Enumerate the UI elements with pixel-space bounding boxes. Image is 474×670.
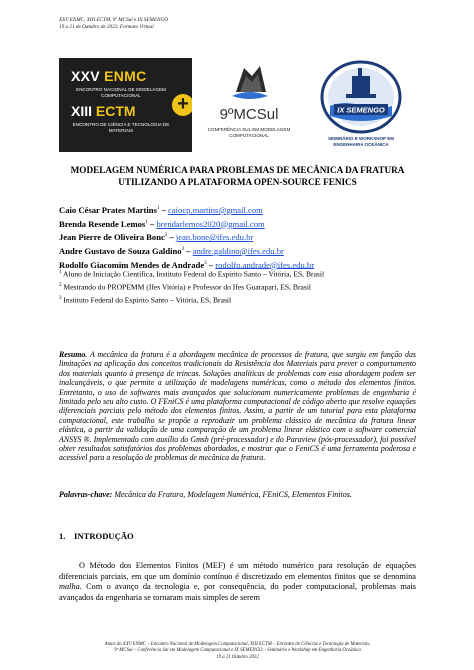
author-name: Andre Gustavo de Souza Galdino <box>59 245 182 256</box>
author-aff: 2 <box>164 233 168 239</box>
section-heading <box>59 531 134 541</box>
author-line <box>59 244 314 258</box>
separator: – <box>184 245 193 256</box>
affiliation-item <box>59 280 324 293</box>
affiliation-number: 3 <box>59 296 62 302</box>
separator: – <box>147 218 157 229</box>
enmc-subtitle: ENCONTRO NACIONAL DE MODELAGEM COMPUTACIONAL <box>76 87 166 98</box>
affiliation-text: Aluno de Iniciação Científica, Instituto Federal do Espírito Santo – Vitória, ES, Brasil <box>62 269 325 279</box>
enmc-title <box>71 68 147 84</box>
author-email-link[interactable]: caiocp.martins@gmail.com <box>168 204 263 215</box>
keywords-text: Mecânica da Fratura, Modelagem Numérica, FEniCS, Elementos Finitos. <box>114 490 352 499</box>
affiliation-number: 1 <box>59 270 62 275</box>
paper-title: MODELAGEM NUMÉRICA PARA PROBLEMAS DE MECÂNICA DA FRATURA UTILIZANDO A PLATAFORMA OPEN-SOURCE FENICS <box>70 165 405 187</box>
running-header <box>59 17 168 31</box>
author-name: Brenda Resende Lemos <box>59 218 146 229</box>
separator: – <box>206 259 216 270</box>
ectm-subtitle: ENCONTRO DE CIÊNCIA E TECNOLOGIA DE MATERIAIS <box>72 122 170 133</box>
enmc-roman: XXV <box>71 68 100 84</box>
intro-paragraph <box>59 561 416 603</box>
semengo-emblem-icon <box>320 60 402 134</box>
mcsul-subtitle: CONFERÊNCIA SUL EM MODELAGEM COMPUTACIONAL <box>207 127 291 138</box>
affiliation-text: Instituto Federal do Espírito Santo – Vitória, ES, Brasil <box>63 295 232 305</box>
header-line-1: XXV ENMC, XIII ECTM, 9º MCSul e IX SEMENGO <box>59 17 168 23</box>
enmc-ectm-logo <box>59 58 192 152</box>
ectm-roman: XIII <box>71 103 93 119</box>
author-aff: 1 <box>156 206 160 211</box>
section-title: INTRODUÇÃO <box>74 531 134 541</box>
author-email-link[interactable]: jean.bone@ifes.edu.br <box>175 232 254 243</box>
section-number: 1. <box>59 531 66 541</box>
ectm-title <box>71 103 136 119</box>
author-name: Jean Pierre de Oliveira Bonc <box>59 232 165 243</box>
author-email-link[interactable]: rodolfo.andrade@ifes.edu.br <box>215 259 315 270</box>
mcsul-name: 9ºMCSul <box>219 106 279 123</box>
abstract-text: A mecânica da fratura é a abordagem mecânica de processos de fratura, que surgiu em função das limitações na aplicação dos conceitos tradicionais da Resistência dos Materiais para prever o comportamento dos materiais quanto à presença de trincas. Soluções analíticas de problemas com essa abordagem podem ser inalcançáveis, o que permite a utilização de modelagens numéricas, como o método dos elementos finitos. Entretanto, o uso de softwares mais avançados que solucionam numericamente problemas de engenharia é limitado pelo seu alto custo. O FEniCS é uma plataforma computacional de código aberto que resolve equações diferenciais parciais pelo método dos elementos finitos. Assim, a partir de um tutorial para esta plataforma computacional, este trabalho se propõe a reproduzir um problema clássico de mecânica da fratura linear elástica, a partir da validação de uma comparação de um problema linear elástico com o software comercial ANSYS ®. Implementado com auxílio do Gmsh (pré-processador) e do Paraview (pós-processador), foi possível obter resultados satisfatórios dos problemas abordados, e mostrar que o FeniCS é uma ferramenta poderosa e acessível para a resolução de problemas de mecânica da fratura. <box>59 350 416 463</box>
author-name: Rodolfo Giacomim Mendes de Andrade <box>59 259 205 270</box>
author-aff: 3 <box>204 260 207 266</box>
author-name: Caio César Prates Martins <box>59 204 157 215</box>
mcsul-logo <box>192 58 306 152</box>
author-aff: 3 <box>181 246 185 252</box>
affiliation-list <box>59 267 324 306</box>
conference-banner <box>59 58 416 152</box>
ectm-acronym: ECTM <box>95 103 136 119</box>
author-email-link[interactable]: andre.galdino@ifes.edu.br <box>192 245 284 256</box>
header-line-2: 19 a 21 de Outubro de 2022, Formato Virtual <box>59 24 154 30</box>
footer-line-2: 9º MCSul – Conferência Sul em Modelagem Computacional e IX SEMENGO – Seminário e Workshop em Engenharia Oceânica <box>114 648 361 654</box>
author-line <box>59 203 314 217</box>
semengo-logo <box>306 58 416 152</box>
affiliation-item <box>59 293 324 306</box>
affiliation-text: Mestrando do PROPEMM (Ifes Vitória) e Professor do Ifes Guarapari, ES, Brasil <box>63 282 312 292</box>
intro-text-1: O Método dos Elementos Finitos (MEF) é um método numérico para resolução de equações diferenciais parciais, em que um domínio contínuo é discretizado em elementos finitos que se denomina <box>59 561 416 581</box>
separator: – <box>167 232 176 243</box>
keywords-label: Palavras-chave: <box>59 490 113 499</box>
author-line <box>59 217 314 231</box>
page-footer <box>59 642 416 661</box>
affiliation-number: 2 <box>59 283 62 289</box>
semengo-name: IX SEMENGO <box>337 105 385 115</box>
footer-line-3: 19 a 21 Outubro 2022 <box>216 654 259 660</box>
plus-icon: + <box>172 94 194 116</box>
abstract-label: Resumo. <box>59 350 88 359</box>
author-line <box>59 230 314 244</box>
enmc-acronym: ENMC <box>104 68 147 84</box>
semengo-subtitle: SEMINÁRIO E WORKSHOP EM ENGENHARIA OCEÂNICA <box>328 136 394 147</box>
author-list <box>59 203 314 271</box>
keywords <box>59 490 352 499</box>
separator: – <box>159 204 169 215</box>
author-aff: 1 <box>145 219 148 225</box>
abstract <box>59 350 416 463</box>
mcsul-emblem-icon <box>230 62 270 104</box>
intro-text-2: . Com o avanço da tecnologia e, por consequência, do poder computacional, problemas mais avançados da engenharia se tornaram mais simples de serem <box>59 582 416 602</box>
affiliation-item <box>59 267 324 280</box>
intro-italic: malha <box>59 582 80 592</box>
footer-line-1: Anais do XXV ENMC – Encontro Nacional de Modelagem Computacional, XIII ECTM – Encontro de Ciências e Tecnologia de Materiais, <box>104 642 371 647</box>
author-email-link[interactable]: brendarlemos2020@gmail.com <box>156 218 265 229</box>
